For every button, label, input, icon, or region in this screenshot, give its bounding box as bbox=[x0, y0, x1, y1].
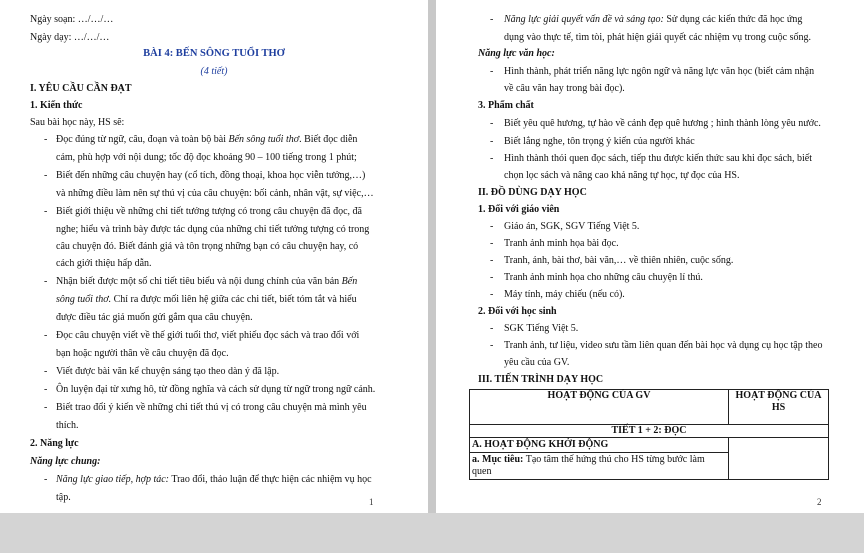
date-taught: Ngày dạy: …/…/… bbox=[30, 32, 110, 43]
list-item-cont: cách giới thiệu hấp dẫn. bbox=[56, 258, 152, 269]
list-item: Năng lực giải quyết vấn đề và sáng tạo: Sử dụng các kiến thức đã học ứng bbox=[504, 14, 803, 25]
header-gv: HOẠT ĐỘNG CỦA GV bbox=[470, 390, 729, 425]
bullet-dash: - bbox=[490, 153, 494, 164]
list-item: Viết được bài văn kể chuyện sáng tạo theo dàn ý đã lập. bbox=[56, 366, 280, 377]
list-item: Biết yêu quê hương, tự hào về cảnh đẹp quê hương ; hình thành lòng yêu nước. bbox=[504, 118, 821, 129]
student-cell bbox=[729, 438, 829, 480]
bullet-dash: - bbox=[490, 289, 494, 300]
list-item-cont: được điều tác giả muốn gửi gắm qua câu chuyện. bbox=[56, 312, 253, 323]
list-item: SGK Tiếng Việt 5. bbox=[504, 323, 579, 334]
list-item: Hình thành, phát triển năng lực ngôn ngữ và năng lực văn học (biết cảm nhận bbox=[504, 66, 815, 77]
period-title: TIẾT 1 + 2: ĐỌC bbox=[470, 425, 829, 438]
list-item-cont: sông tuổi thơ. Chỉ ra được mối liên hệ giữa các chi tiết, biết tóm tắt và hiểu bbox=[56, 294, 357, 305]
bullet-dash: - bbox=[490, 272, 494, 283]
subsection-label: Năng lực chung: bbox=[30, 456, 101, 467]
bullet-dash: - bbox=[490, 66, 494, 77]
bullet-dash: - bbox=[44, 384, 48, 395]
bullet-dash: - bbox=[490, 118, 494, 129]
activity-cell bbox=[470, 438, 729, 480]
list-item: Biết đến những câu chuyện hay (cổ tích, đồng thoại, khoa học viễn tưởng,…) bbox=[56, 170, 366, 181]
list-item: Hình thành thói quen đọc sách, tiếp thu được kiến thức sau khi đọc sách, biết bbox=[504, 153, 813, 164]
list-item-cont: thích. bbox=[56, 420, 79, 431]
lesson-periods: (4 tiết) bbox=[200, 66, 228, 77]
list-item: Biết trao đổi ý kiến về những chi tiết thú vị có trong câu chuyện mà mình yêu bbox=[56, 402, 367, 413]
list-item: Năng lực giao tiếp, hợp tác: Trao đổi, thảo luận để thực hiện các nhiệm vụ học bbox=[56, 474, 372, 485]
list-item-cont: câu chuyện đó. Biết đánh giá và tôn trọng những bạn có câu chuyện hay, có bbox=[56, 241, 359, 252]
activity-table bbox=[469, 389, 829, 480]
bullet-dash: - bbox=[44, 366, 48, 377]
list-item: Tranh, ảnh, bài thơ, bài văn,… về thiên nhiên, cuộc sống. bbox=[504, 255, 734, 266]
bullet-dash: - bbox=[44, 276, 48, 287]
table-row bbox=[470, 438, 829, 480]
activity-heading: A. HOẠT ĐỘNG KHỞI ĐỘNG bbox=[470, 438, 728, 453]
bullet-dash: - bbox=[44, 134, 48, 145]
bullet-dash: - bbox=[490, 238, 494, 249]
section-heading: I. YÊU CẦU CẦN ĐẠT bbox=[30, 83, 132, 94]
workspace-background bbox=[0, 513, 864, 553]
list-item: Máy tính, máy chiếu (nếu có). bbox=[504, 289, 625, 300]
page-number: 2 bbox=[817, 497, 822, 507]
list-item-cont: dụng vào thực tế, tìm tòi, phát hiện giải quyết các nhiệm vụ trong cuộc sống. bbox=[504, 32, 812, 43]
list-item: Biết giới thiệu về những chi tiết tưởng tượng có trong câu chuyện đã đọc, đã bbox=[56, 206, 362, 217]
subsection-heading: 2. Năng lực bbox=[30, 438, 79, 449]
bullet-dash: - bbox=[44, 330, 48, 341]
table-row bbox=[470, 425, 829, 438]
list-item-cont: về câu văn hay trong bài đọc). bbox=[504, 83, 625, 94]
bullet-dash: - bbox=[44, 402, 48, 413]
list-item: Tranh ảnh, tư liệu, video sưu tầm liên quan đến bài học và dụng cụ học tập theo bbox=[504, 340, 823, 351]
list-item-cont: và những điều làm nên sự thú vị của câu chuyện: bối cảnh, nhân vật, sự việc,… bbox=[56, 188, 374, 199]
bullet-dash: - bbox=[490, 323, 494, 334]
bullet-dash: - bbox=[44, 474, 48, 485]
bullet-dash: - bbox=[490, 221, 494, 232]
list-item-cont: chọn lọc sách và nâng cao khả năng tự học, tự đọc của HS. bbox=[504, 170, 740, 181]
bullet-dash: - bbox=[490, 136, 494, 147]
list-item: Giáo án, SGK, SGV Tiếng Việt 5. bbox=[504, 221, 640, 232]
list-item-cont: nghe; hiểu và trình bày được tác dụng của những chi tiết tưởng tượng có trong bbox=[56, 224, 370, 235]
table-header-row bbox=[470, 390, 829, 425]
list-item-cont: yêu cầu của GV. bbox=[504, 357, 570, 368]
list-item: Biết lắng nghe, tôn trọng ý kiến của người khác bbox=[504, 136, 695, 147]
bullet-dash: - bbox=[490, 14, 494, 25]
list-item-cont: cảm, phù hợp với nội dung; tốc độ đọc khoảng 90 – 100 tiếng trong 1 phút; bbox=[56, 152, 357, 163]
subsection-heading: 1. Đối với giáo viên bbox=[478, 204, 560, 215]
section-heading: III. TIẾN TRÌNH DẠY HỌC bbox=[478, 374, 604, 385]
list-item: Ôn luyện đại từ xưng hô, từ đồng nghĩa và cách sử dụng từ ngữ trong ngữ cảnh. bbox=[56, 384, 376, 395]
header-hs: HOẠT ĐỘNG CỦA HS bbox=[729, 390, 829, 425]
section-heading: II. ĐỒ DÙNG DẠY HỌC bbox=[478, 187, 587, 198]
bullet-dash: - bbox=[490, 255, 494, 266]
subsection-label: Năng lực văn học: bbox=[478, 48, 555, 59]
subsection-heading: 1. Kiến thức bbox=[30, 100, 83, 111]
subsection-heading: 2. Đối với học sinh bbox=[478, 306, 557, 317]
list-item-cont: bạn hoặc người thân về câu chuyện đã đọc. bbox=[56, 348, 229, 359]
subsection-heading: 3. Phẩm chất bbox=[478, 100, 534, 111]
activity-goal: a. Mục tiêu: Tạo tâm thế hứng thú cho HS từng bước làm quen bbox=[472, 454, 705, 477]
bullet-dash: - bbox=[44, 206, 48, 217]
list-item: Đọc câu chuyện viết về thế giới tuổi thơ, viết phiếu đọc sách và trao đổi với bbox=[56, 330, 360, 341]
document-page-2 bbox=[436, 0, 864, 513]
list-item: Nhận biết được một số chi tiết tiêu biểu và nội dung chính của văn bản Bến bbox=[56, 276, 358, 287]
list-item-cont: tập. bbox=[56, 492, 71, 503]
date-prepared: Ngày soạn: …/…/… bbox=[30, 14, 114, 25]
document-page-1 bbox=[0, 0, 428, 513]
intro-text: Sau bài học này, HS sẽ: bbox=[30, 117, 125, 128]
list-item: Tranh ảnh minh họa bài đọc. bbox=[504, 238, 619, 249]
list-item: Đọc đúng từ ngữ, câu, đoạn và toàn bộ bài Bến sông tuổi thơ. Biết đọc diễn bbox=[56, 134, 358, 145]
bullet-dash: - bbox=[44, 170, 48, 181]
page-number: 1 bbox=[369, 497, 374, 507]
list-item: Tranh ảnh minh họa cho những câu chuyện lí thú. bbox=[504, 272, 703, 283]
bullet-dash: - bbox=[490, 340, 494, 351]
lesson-title: BÀI 4: BẾN SÔNG TUỔI THƠ bbox=[143, 48, 285, 59]
